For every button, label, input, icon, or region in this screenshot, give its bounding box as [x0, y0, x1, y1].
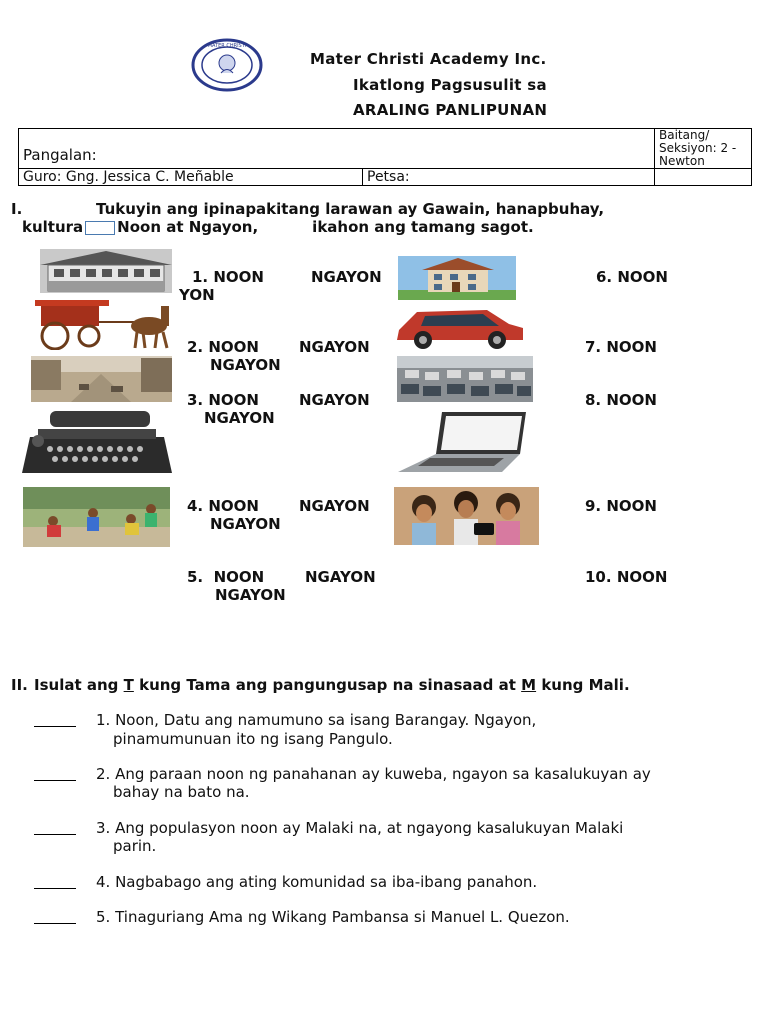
part2-number: II.: [11, 676, 28, 694]
item-4-wrap[interactable]: NGAYON: [210, 515, 281, 533]
item-10-label[interactable]: 10. NOON: [585, 568, 668, 586]
children-with-phone-image: [394, 487, 539, 545]
statement-1-line1: 1. Noon, Datu ang namumuno sa isang Barangay. Ngayon,: [96, 711, 537, 729]
sample-answer-box: [85, 221, 115, 235]
item-5-label[interactable]: 5. NOON: [187, 568, 265, 586]
date-field[interactable]: Petsa:: [363, 169, 655, 186]
item-8-label[interactable]: 8. NOON: [585, 391, 657, 409]
item-1-label[interactable]: 1. NOON: [192, 268, 264, 286]
item-3-ngayon[interactable]: NGAYON: [299, 391, 370, 409]
name-field[interactable]: Pangalan:: [19, 129, 655, 169]
horse-carriage-kalesa-image: [27, 298, 177, 350]
grade-section-field: Baitang/ Seksiyon: 2 - Newton: [655, 129, 752, 169]
item-5-ngayon[interactable]: NGAYON: [305, 568, 376, 586]
item-5-wrap[interactable]: NGAYON: [215, 586, 286, 604]
part1-number: I.: [11, 200, 23, 218]
children-playing-traditional-game-image: [23, 487, 170, 547]
item-2-wrap[interactable]: NGAYON: [210, 356, 281, 374]
item-4-ngayon[interactable]: NGAYON: [299, 497, 370, 515]
item-2-label[interactable]: 2. NOON: [187, 338, 259, 356]
old-street-image: [31, 356, 172, 402]
typewriter-image: [20, 407, 174, 477]
svg-text:MATER CHRISTI: MATER CHRISTI: [207, 43, 247, 49]
item-3-label[interactable]: 3. NOON: [187, 391, 259, 409]
laptop-image: [396, 410, 528, 476]
answer-blank-2[interactable]: [34, 780, 76, 781]
part1-instruction-line2: kultura Noon at Ngayon, ikahon ang tamang sagot.: [22, 218, 534, 236]
item-2-ngayon[interactable]: NGAYON: [299, 338, 370, 356]
answer-blank-3[interactable]: [34, 834, 76, 835]
part1-instruction-line1: Tukuyin ang ipinapakitang larawan ay Gawain, hanapbuhay,: [96, 200, 605, 218]
item-3-wrap[interactable]: NGAYON: [204, 409, 275, 427]
statement-5: 5. Tinaguriang Ama ng Wikang Pambansa si Manuel L. Quezon.: [96, 908, 570, 926]
item-6-label[interactable]: 6. NOON: [596, 268, 668, 286]
statement-2-line1: 2. Ang paraan noon ng panahanan ay kuweba, ngayon sa kasalukuyan ay: [96, 765, 651, 783]
modern-house-image: [398, 256, 516, 300]
school-name: Mater Christi Academy Inc.: [310, 50, 547, 68]
statement-1-line2: pinamumunuan ito ng isang Pangulo.: [113, 730, 393, 748]
teacher-field: Guro: Gng. Jessica C. Meñable: [19, 169, 363, 186]
statement-2-line2: bahay na bato na.: [113, 783, 250, 801]
answer-blank-1[interactable]: [34, 726, 76, 727]
item-4-label[interactable]: 4. NOON: [187, 497, 259, 515]
item-1-ngayon[interactable]: NGAYON: [311, 268, 382, 286]
student-info-table: [18, 128, 752, 186]
item-7-label[interactable]: 7. NOON: [585, 338, 657, 356]
answer-blank-5[interactable]: [34, 923, 76, 924]
old-house-image: [40, 249, 172, 293]
traffic-jam-image: [397, 356, 533, 402]
answer-blank-4[interactable]: [34, 888, 76, 889]
modern-car-image: [391, 304, 527, 350]
empty-cell: [655, 169, 752, 186]
subject-title: ARALING PANLIPUNAN: [353, 101, 548, 119]
statement-3-line2: parin.: [113, 837, 157, 855]
part2-instruction: Isulat ang T kung Tama ang pangungusap na sinasaad at M kung Mali.: [34, 676, 630, 694]
statement-4: 4. Nagbabago ang ating komunidad sa iba-ibang panahon.: [96, 873, 538, 891]
exam-title: Ikatlong Pagsusulit sa: [353, 76, 547, 94]
item-9-label[interactable]: 9. NOON: [585, 497, 657, 515]
statement-3-line1: 3. Ang populasyon noon ay Malaki na, at ngayong kasalukuyan Malaki: [96, 819, 624, 837]
item-1-wrap: YON: [179, 286, 215, 304]
school-seal-logo: [191, 38, 263, 92]
